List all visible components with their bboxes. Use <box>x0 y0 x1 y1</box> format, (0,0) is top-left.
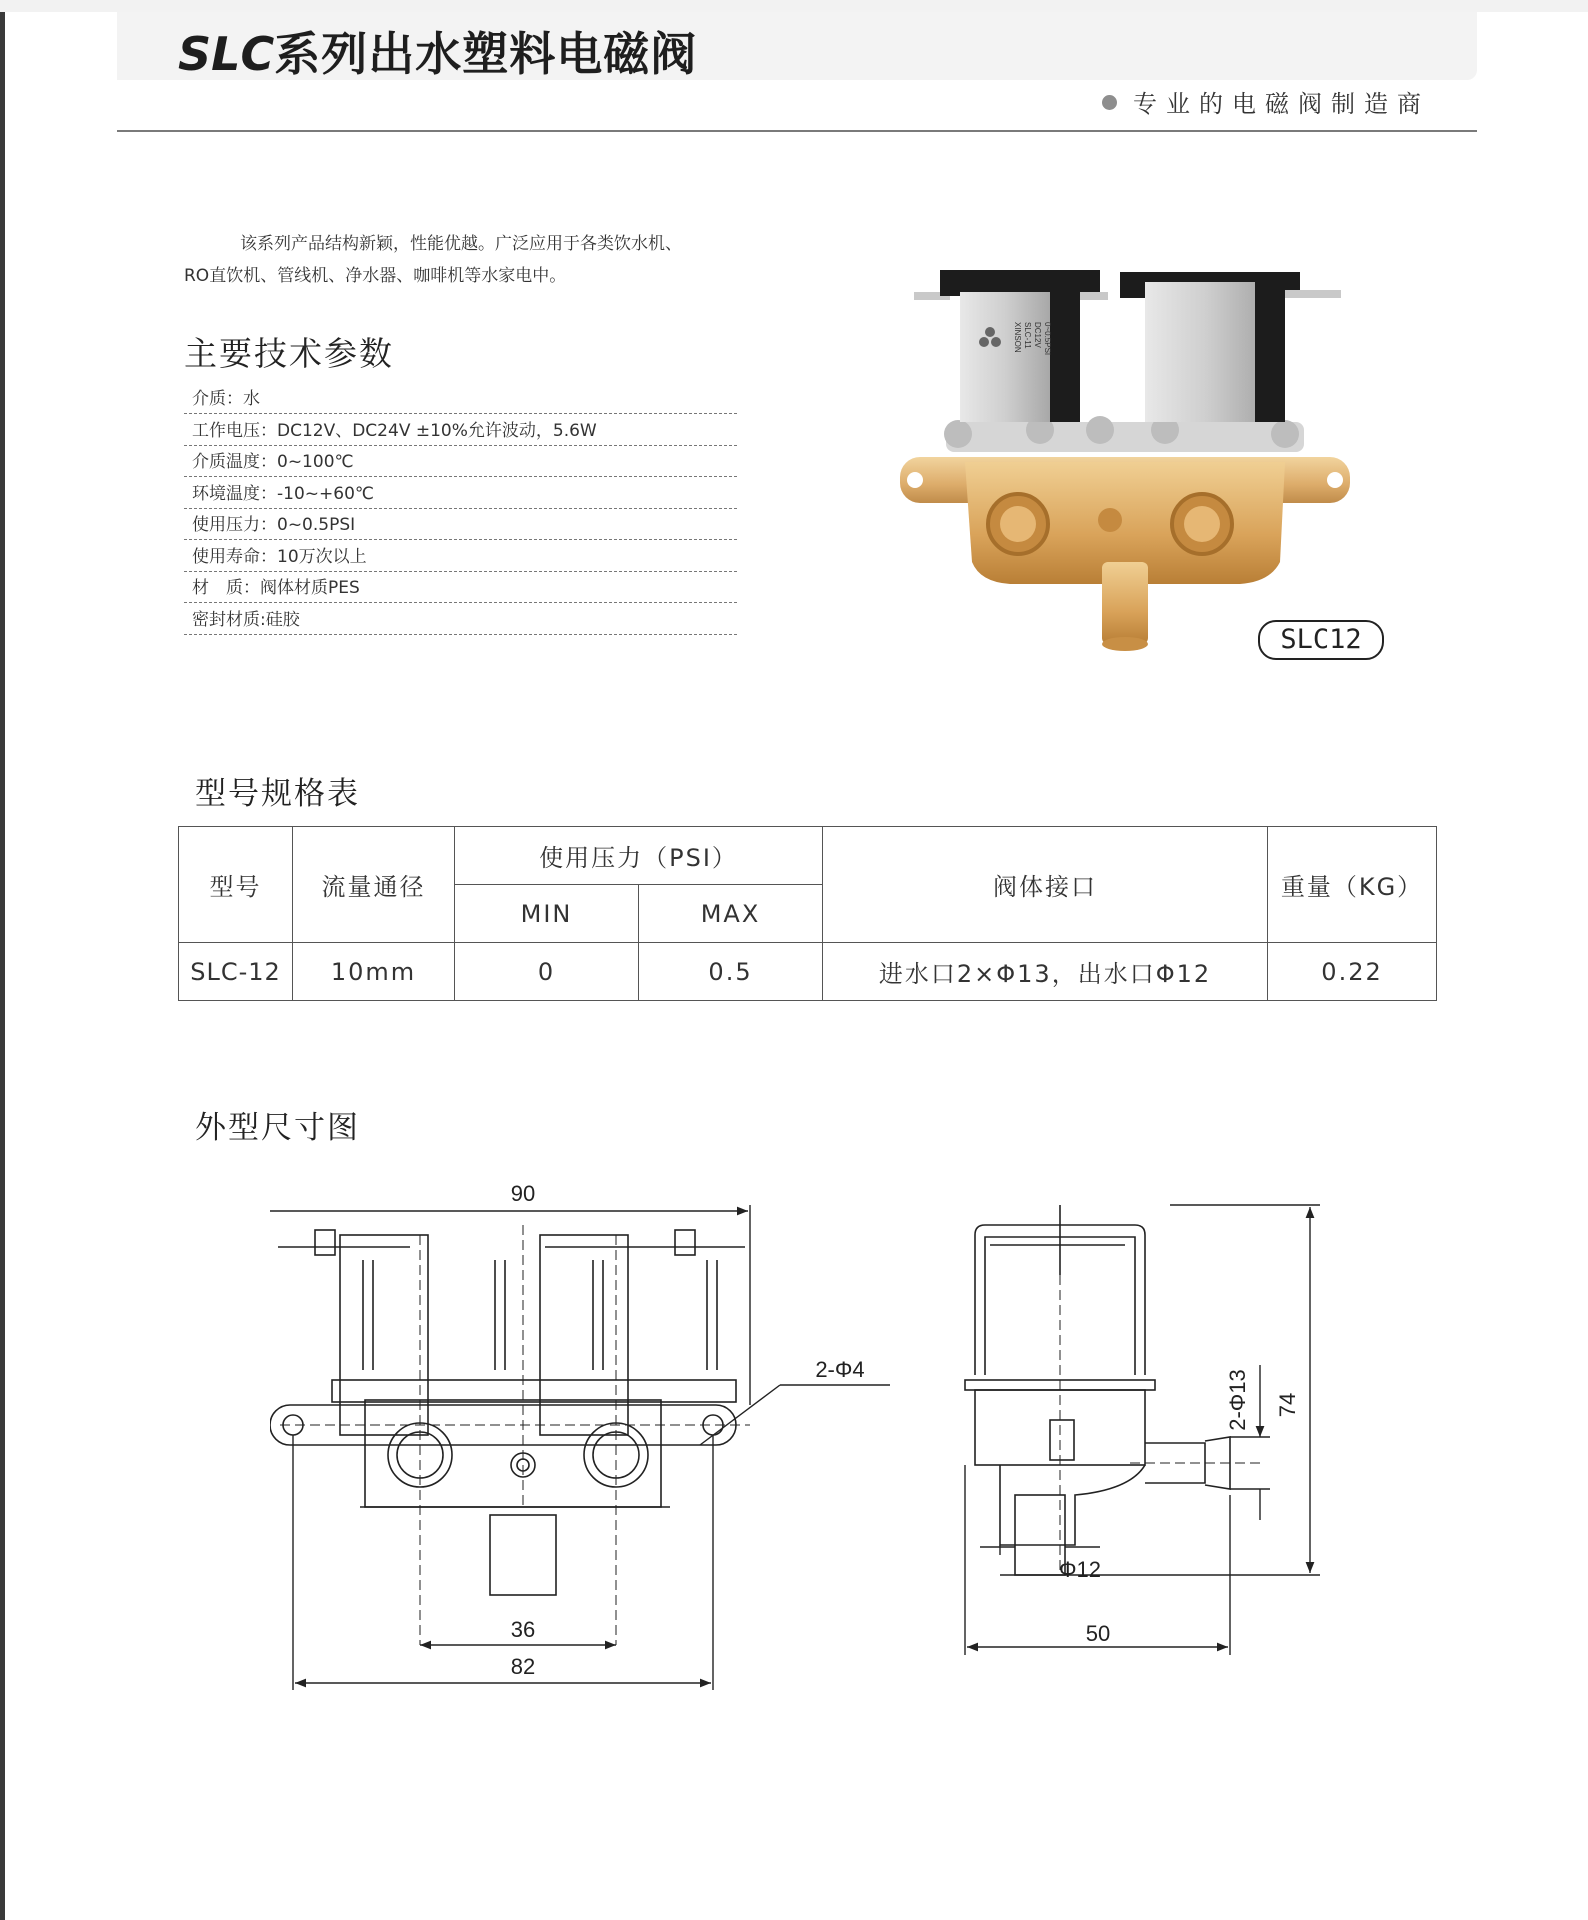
cell-min: 0 <box>455 943 639 1001</box>
param-item: 材 质：阀体材质PES <box>184 572 737 603</box>
params-list <box>184 383 737 635</box>
spec-table <box>178 826 1437 1001</box>
header-min: MIN <box>455 885 639 943</box>
header-weight: 重量（KG） <box>1268 827 1437 943</box>
param-item: 工作电压：DC12V、DC24V ±10%允许波动，5.6W <box>184 415 737 446</box>
intro-line-2: RO直饮机、管线机、净水器、咖啡机等水家电中。 <box>184 266 567 286</box>
table-row <box>179 943 1437 1001</box>
spec-table-title: 型号规格表 <box>195 776 360 812</box>
side-dimensions <box>965 1205 1320 1655</box>
title-latin: SLC <box>178 27 275 81</box>
cell-weight: 0.22 <box>1268 943 1437 1001</box>
coil-label-3: DC12V <box>1033 322 1042 348</box>
side-view <box>965 1205 1230 1575</box>
header-pressure: 使用压力（PSI） <box>455 827 823 885</box>
front-view <box>270 1230 745 1595</box>
page-edge-top <box>0 0 1588 12</box>
header-model: 型号 <box>179 827 293 943</box>
cell-port: 进水口2×Φ13，出水口Φ12 <box>823 943 1268 1001</box>
dim-holes: 2-Φ4 <box>815 1357 865 1382</box>
model-tag: SLC12 <box>1258 620 1384 660</box>
coil-label-2: SLC-11 <box>1023 322 1032 349</box>
page-edge-left <box>0 0 5 1920</box>
dim-82: 82 <box>510 1654 536 1679</box>
dim-inlet: 2-Φ13 <box>1225 1369 1250 1431</box>
coil-label-4: 0~0.5PSI <box>1043 322 1052 356</box>
param-item: 使用寿命：10万次以上 <box>184 541 737 572</box>
cell-max: 0.5 <box>639 943 823 1001</box>
intro-line-1: 该系列产品结构新颖，性能优越。广泛应用于各类饮水机、 <box>240 234 682 254</box>
right-coil <box>1120 272 1341 422</box>
dim-74: 74 <box>1275 1392 1300 1418</box>
header-max: MAX <box>639 885 823 943</box>
tagline <box>1102 84 1430 119</box>
side-dimension-labels <box>1059 1369 1300 1646</box>
bullet-dot-icon <box>1102 95 1117 110</box>
product-photo <box>890 262 1360 662</box>
title-cjk: 系列出水塑料电磁阀 <box>274 27 698 81</box>
header-port: 阀体接口 <box>823 827 1268 943</box>
dim-36: 36 <box>510 1617 536 1642</box>
header-divider <box>117 130 1477 132</box>
param-item: 密封材质:硅胶 <box>184 604 737 635</box>
param-item: 介质温度：0~100℃ <box>184 446 737 477</box>
coil-label-1: XINSON <box>1013 322 1022 353</box>
header-flow: 流量通径 <box>293 827 455 943</box>
dim-90: 90 <box>510 1181 536 1206</box>
drawing-title: 外型尺寸图 <box>195 1110 360 1146</box>
dimension-drawing <box>270 1175 1330 1720</box>
cell-model: SLC-12 <box>179 943 293 1001</box>
cell-flow: 10mm <box>293 943 455 1001</box>
page-title <box>178 18 697 84</box>
param-item: 介质：水 <box>184 383 737 414</box>
param-item: 环境温度：-10~+60℃ <box>184 478 737 509</box>
param-item: 使用压力：0~0.5PSI <box>184 509 737 540</box>
left-coil <box>914 270 1108 422</box>
intro-paragraph <box>184 228 764 292</box>
dim-50: 50 <box>1085 1621 1111 1646</box>
dim-outlet: Φ12 <box>1058 1557 1102 1582</box>
params-title: 主要技术参数 <box>184 334 394 373</box>
tagline-text: 专业的电磁阀制造商 <box>1133 90 1430 118</box>
